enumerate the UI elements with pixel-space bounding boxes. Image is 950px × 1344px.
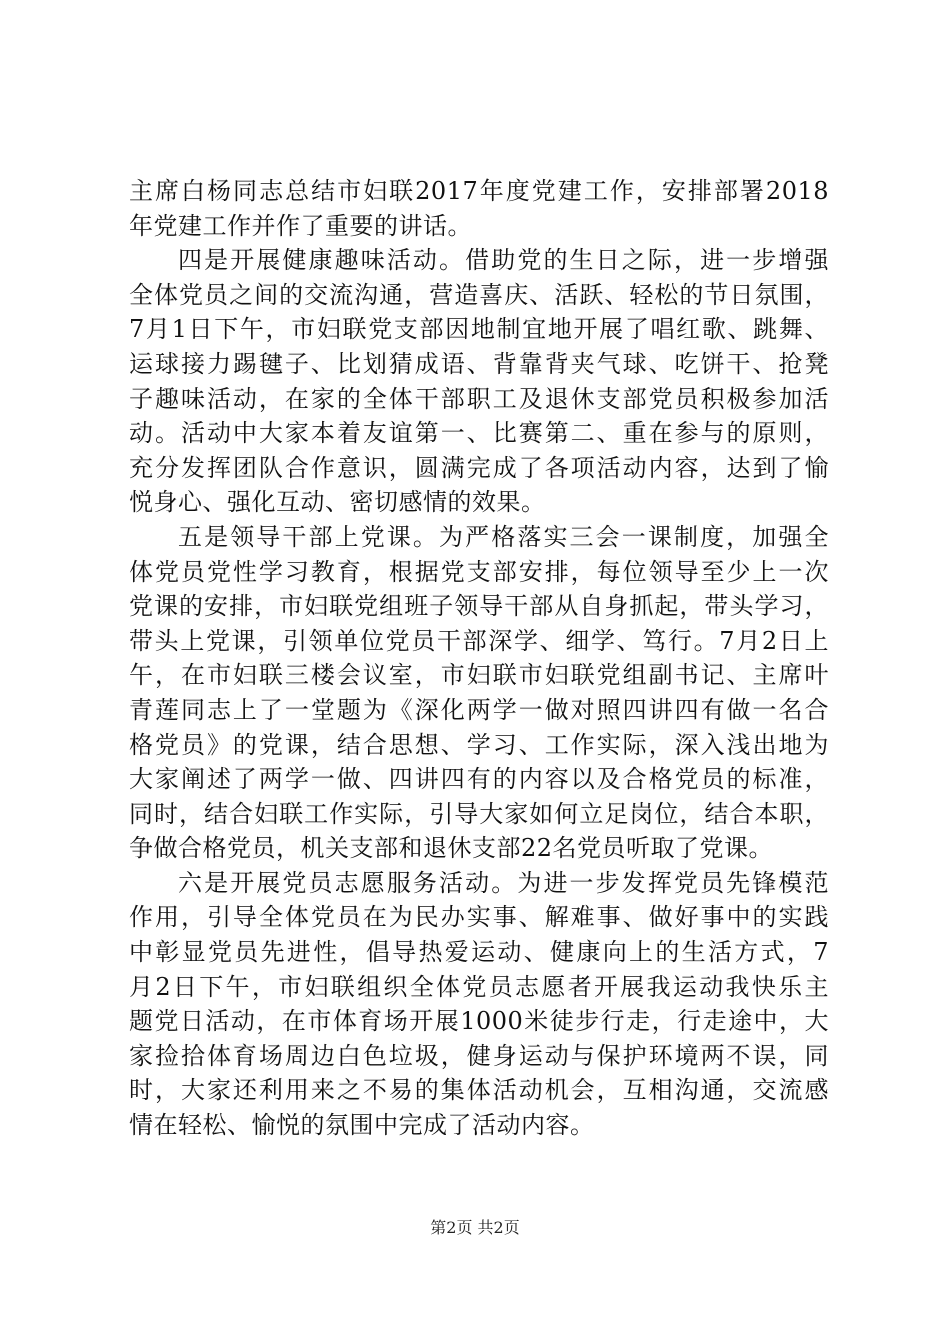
text-line: 青莲同志上了一堂题为《深化两学一做对照四讲四有做一名合 <box>129 695 829 724</box>
paragraph <box>129 174 829 243</box>
text-line: 动。活动中大家本着友谊第一、比赛第二、重在参与的原则， <box>129 419 829 448</box>
text-line: 题党日活动，在市体育场开展1000米徒步行走，行走途中，大 <box>129 1007 829 1036</box>
text-line: 格党员》的党课，结合思想、学习、工作实际，深入浅出地为 <box>129 730 829 759</box>
paragraph <box>129 243 829 520</box>
paragraph <box>129 866 829 1143</box>
text-line: 争做合格党员，机关支部和退休支部22名党员听取了党课。 <box>129 834 774 863</box>
text-line: 党课的安排，市妇联党组班子领导干部从自身抓起，带头学习， <box>129 592 829 621</box>
text-line: 同时，结合妇联工作实际，引导大家如何立足岗位，结合本职， <box>129 799 829 828</box>
text-line: 午，在市妇联三楼会议室，市妇联市妇联党组副书记、主席叶 <box>129 661 829 690</box>
text-line: 五是领导干部上党课。为严格落实三会一课制度，加强全 <box>178 522 829 551</box>
text-line: 时，大家还利用来之不易的集体活动机会，互相沟通，交流感 <box>129 1076 829 1105</box>
text-line: 体党员党性学习教育，根据党支部安排，每位领导至少上一次 <box>129 557 829 586</box>
text-line: 作用，引导全体党员在为民办实事、解难事、做好事中的实践 <box>129 903 829 932</box>
text-line: 运球接力踢毽子、比划猜成语、背靠背夹气球、吃饼干、抢凳 <box>129 349 829 378</box>
text-line: 主席白杨同志总结市妇联2017年度党建工作，安排部署2018 <box>129 177 829 205</box>
text-line: 充分发挥团队合作意识，圆满完成了各项活动内容，达到了愉 <box>129 453 829 482</box>
text-line: 四是开展健康趣味活动。借助党的生日之际，进一步增强 <box>178 246 829 275</box>
text-line: 大家阐述了两学一做、四讲四有的内容以及合格党员的标准， <box>129 765 829 794</box>
text-line: 中彰显党员先进性，倡导热爱运动、健康向上的生活方式，7 <box>129 938 829 967</box>
text-line: 悦身心、强化互动、密切感情的效果。 <box>129 488 546 517</box>
document-body <box>129 174 829 1143</box>
text-line: 情在轻松、愉悦的氛围中完成了活动内容。 <box>129 1111 595 1140</box>
text-line: 子趣味活动，在家的全体干部职工及退休支部党员积极参加活 <box>129 384 829 413</box>
text-line: 带头上党课，引领单位党员干部深学、细学、笃行。7月2日上 <box>129 626 829 655</box>
paragraph <box>129 520 829 866</box>
text-line: 全体党员之间的交流沟通，营造喜庆、活跃、轻松的节日氛围， <box>129 280 829 309</box>
text-line: 家捡拾体育场周边白色垃圾，健身运动与保护环境两不误，同 <box>129 1041 829 1070</box>
page-footer: 第2页 共2页 <box>430 1218 520 1237</box>
text-line: 年党建工作并作了重要的讲话。 <box>129 211 472 240</box>
text-line: 7月1日下午，市妇联党支部因地制宜地开展了唱红歌、跳舞、 <box>129 315 829 344</box>
text-line: 六是开展党员志愿服务活动。为进一步发挥党员先锋模范 <box>178 868 829 897</box>
text-line: 月2日下午，市妇联组织全体党员志愿者开展我运动我快乐主 <box>129 972 829 1001</box>
